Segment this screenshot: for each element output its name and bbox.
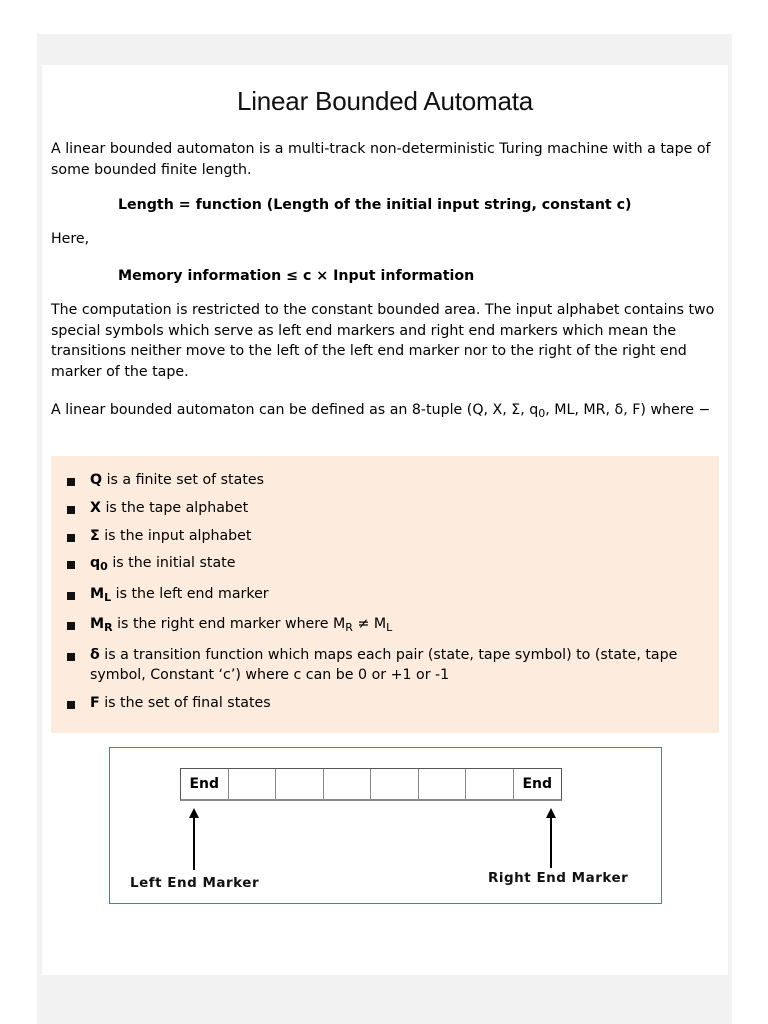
- term: q: [90, 555, 101, 572]
- tape-diagram: [109, 747, 662, 904]
- definition-item: [51, 553, 719, 574]
- page-title: Linear Bounded Automata: [236, 86, 534, 116]
- bullet-icon: [67, 534, 75, 542]
- sub: L: [386, 621, 393, 635]
- definition-text: is the set of final states: [99, 695, 271, 712]
- bullet-icon: [67, 561, 75, 569]
- definition-item: [51, 614, 719, 635]
- bullet-icon: [67, 701, 75, 709]
- tape: [180, 768, 562, 801]
- term: F: [90, 695, 100, 712]
- tape-cell: End: [181, 769, 229, 799]
- tape-cell: [466, 769, 514, 799]
- tape-cell: End: [522, 776, 553, 792]
- term: X: [90, 499, 101, 516]
- bullet-icon: [67, 592, 75, 600]
- definition-list-box: [51, 456, 719, 733]
- text: ≠ M: [352, 616, 387, 633]
- definition-text: is the left end marker: [111, 585, 269, 602]
- tuple-text-end: , ML, MR, δ, F) where −: [545, 402, 711, 418]
- definition-text: is the initial state: [107, 555, 236, 572]
- term-sub: L: [104, 590, 112, 604]
- computation-paragraph: The computation is restricted to the constant bounded area. The input alphabet contains two special symbols which serve as left end markers and right end markers which mean the transitions neither move to the left of the left end marker nor to the right of the right end marker of the tape.: [51, 302, 715, 380]
- definition-text: is the right end marker where M: [112, 616, 346, 633]
- bullet-icon: [67, 622, 75, 630]
- definition-item: [51, 526, 719, 547]
- definition-text: is the tape alphabet: [100, 499, 249, 516]
- term-sub: R: [104, 621, 113, 635]
- term: Σ: [90, 527, 100, 544]
- bullet-icon: [67, 653, 75, 661]
- definition-item: [51, 645, 719, 686]
- tuple-sub: 0: [538, 407, 546, 420]
- length-formula: Length = function (Length of the initial input string, constant c): [118, 197, 632, 213]
- term: δ: [90, 646, 100, 663]
- definition-item: [51, 498, 719, 519]
- term: M: [90, 585, 105, 602]
- right-arrow-icon: [550, 810, 552, 868]
- definition-item: [51, 693, 719, 714]
- definition-item: [51, 584, 719, 605]
- left-arrow-icon: [193, 810, 195, 870]
- term: Q: [90, 472, 103, 488]
- definition-item: [51, 470, 719, 491]
- intro-paragraph: A linear bounded automaton is a multi-track non-deterministic Turing machine with a tape of some bounded finite length.: [51, 141, 711, 178]
- definition-text: is the input alphabet: [99, 527, 252, 544]
- tuple-text: A linear bounded automaton can be defined as an 8-tuple (Q, X, Σ, q: [51, 402, 539, 418]
- term: M: [90, 616, 105, 633]
- right-end-marker-label: Right End Marker: [488, 870, 629, 886]
- left-end-marker-label: Left End Marker: [130, 875, 260, 891]
- memory-formula: Memory information ≤ c × Input information: [118, 268, 475, 284]
- here-text: Here,: [51, 231, 90, 247]
- tape-cell: [419, 769, 467, 799]
- tape-cell: [276, 769, 324, 799]
- bullet-icon: [67, 478, 75, 486]
- definition-list: [51, 470, 719, 721]
- tape-cell: [324, 769, 372, 799]
- tuple-definition: [51, 397, 721, 423]
- sub: R: [345, 621, 353, 635]
- definition-text: is a transition function which maps each pair (state, tape symbol) to (state, tape symbol, Constant ‘c’) where c can be 0 or +1 or -1: [90, 646, 678, 684]
- tape-cell: [371, 769, 419, 799]
- tape-cell: [229, 769, 277, 799]
- definition-text: is a finite set of states: [102, 472, 264, 488]
- term-sub: 0: [100, 560, 108, 574]
- bullet-icon: [67, 506, 75, 514]
